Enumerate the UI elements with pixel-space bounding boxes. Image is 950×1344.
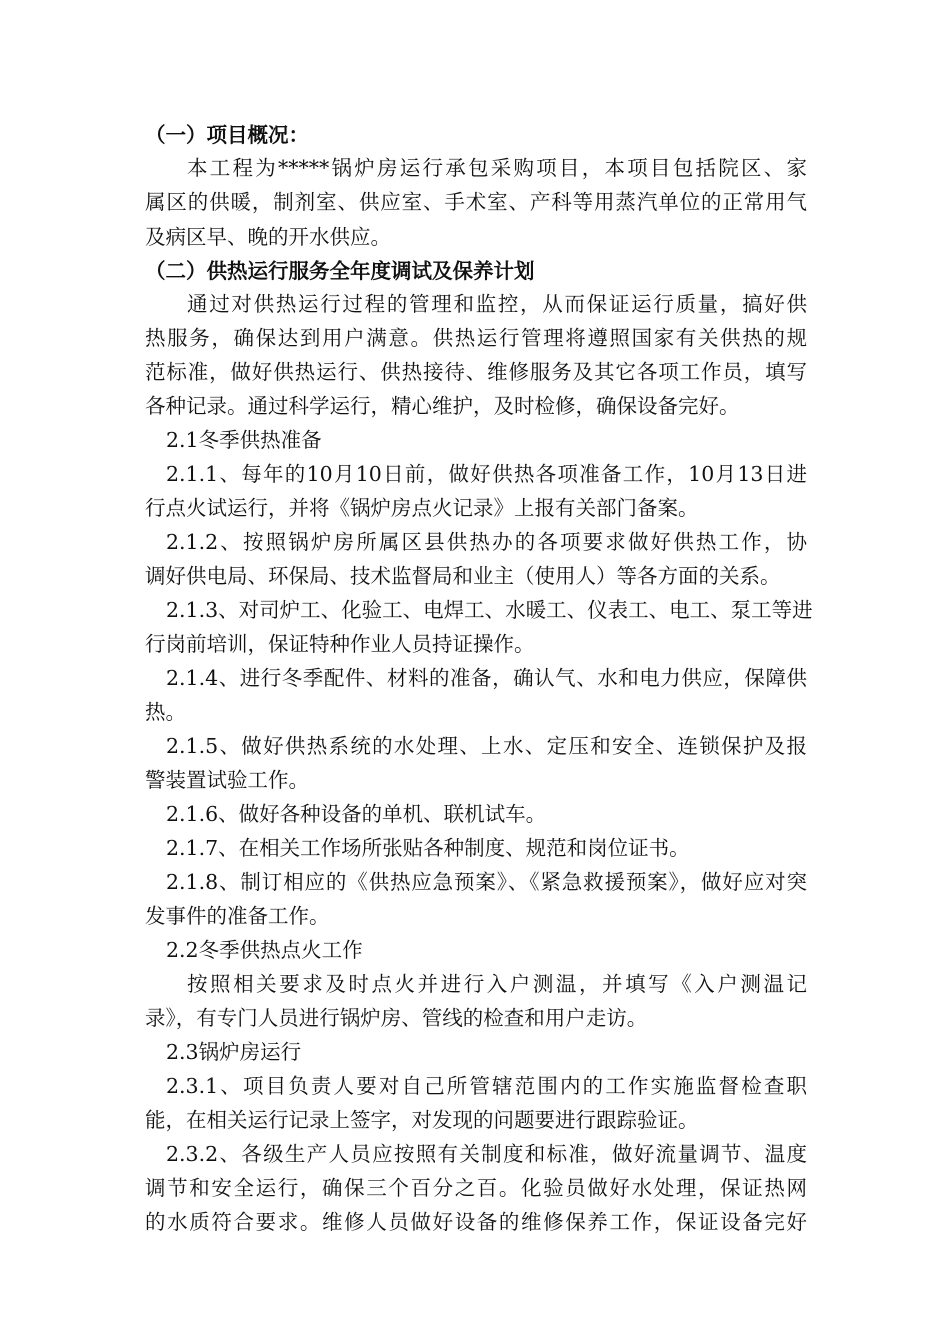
item-2-1-6: 2.1.6、做好各种设备的单机、联机试车。 xyxy=(166,802,547,826)
item-2-3-2-line-3: 的水质符合要求。维修人员做好设备的维修保养工作，保证设备完好 xyxy=(145,1210,807,1234)
subsection-2-3-title: 2.3锅炉房运行 xyxy=(166,1040,302,1064)
item-2-1-1-line-1: 2.1.1、每年的10月10日前，做好供热各项准备工作，10月13日进 xyxy=(166,462,807,486)
item-2-3-2-line-1: 2.3.2、各级生产人员应按照有关制度和标准，做好流量调节、温度 xyxy=(166,1142,807,1166)
section-2-intro-line-1: 通过对供热运行过程的管理和监控，从而保证运行质量，搞好供 xyxy=(187,292,807,316)
item-2-1-3-line-2: 行岗前培训，保证特种作业人员持证操作。 xyxy=(145,632,535,656)
section-2-intro-line-3: 范标准，做好供热运行、供热接待、维修服务及其它各项工作员，填写 xyxy=(145,360,807,384)
section-1-line-1: 本工程为*****锅炉房运行承包采购项目，本项目包括院区、家 xyxy=(187,156,807,180)
item-2-1-1-line-2: 行点火试运行，并将《锅炉房点火记录》上报有关部门备案。 xyxy=(145,496,699,520)
item-2-1-2-line-1: 2.1.2、按照锅炉房所属区县供热办的各项要求做好供热工作，协 xyxy=(166,530,807,554)
item-2-1-8-line-2: 发事件的准备工作。 xyxy=(145,904,330,928)
section-1-line-3: 及病区早、晚的开水供应。 xyxy=(145,225,391,249)
section-1-line-2: 属区的供暖，制剂室、供应室、手术室、产科等用蒸汽单位的正常用气 xyxy=(145,190,807,214)
section-2-intro-line-2: 热服务，确保达到用户满意。供热运行管理将遵照国家有关供热的规 xyxy=(145,326,807,350)
item-2-1-7: 2.1.7、在相关工作场所张贴各种制度、规范和岗位证书。 xyxy=(166,836,690,860)
section-1-heading: （一）项目概况： xyxy=(145,123,309,147)
item-2-1-4-line-1: 2.1.4、进行冬季配件、材料的准备，确认气、水和电力供应，保障供 xyxy=(166,666,807,690)
item-2-1-5-line-2: 警装置试验工作。 xyxy=(145,768,309,792)
subsection-2-2-line-2: 录》，有专门人员进行锅炉房、管线的检查和用户走访。 xyxy=(145,1006,648,1030)
item-2-3-1-line-1: 2.3.1、项目负责人要对自己所管辖范围内的工作实施监督检查职 xyxy=(166,1074,807,1098)
item-2-1-2-line-2: 调好供电局、环保局、技术监督局和业主（使用人）等各方面的关系。 xyxy=(145,564,781,588)
item-2-1-4-line-2: 热。 xyxy=(145,700,186,724)
section-2-intro-line-4: 各种记录。通过科学运行，精心维护，及时检修，确保设备完好。 xyxy=(145,394,740,418)
item-2-3-1-line-2: 能，在相关运行记录上签字，对发现的问题要进行跟踪验证。 xyxy=(145,1108,699,1132)
item-2-1-8-line-1: 2.1.8、制订相应的《供热应急预案》、《紧急救援预案》，做好应对突 xyxy=(166,870,807,894)
section-2-heading: （二）供热运行服务全年度调试及保养计划 xyxy=(145,259,535,283)
subsection-2-1-title: 2.1冬季供热准备 xyxy=(166,428,322,452)
item-2-1-5-line-1: 2.1.5、做好供热系统的水处理、上水、定压和安全、连锁保护及报 xyxy=(166,734,807,758)
item-2-3-2-line-2: 调节和安全运行，确保三个百分之百。化验员做好水处理，保证热网 xyxy=(145,1176,807,1200)
subsection-2-2-line-1: 按照相关要求及时点火并进行入户测温，并填写《入户测温记 xyxy=(187,972,807,996)
subsection-2-2-title: 2.2冬季供热点火工作 xyxy=(166,938,363,962)
item-2-1-3-line-1: 2.1.3、对司炉工、化验工、电焊工、水暖工、仪表工、电工、泵工等进 xyxy=(166,598,813,622)
